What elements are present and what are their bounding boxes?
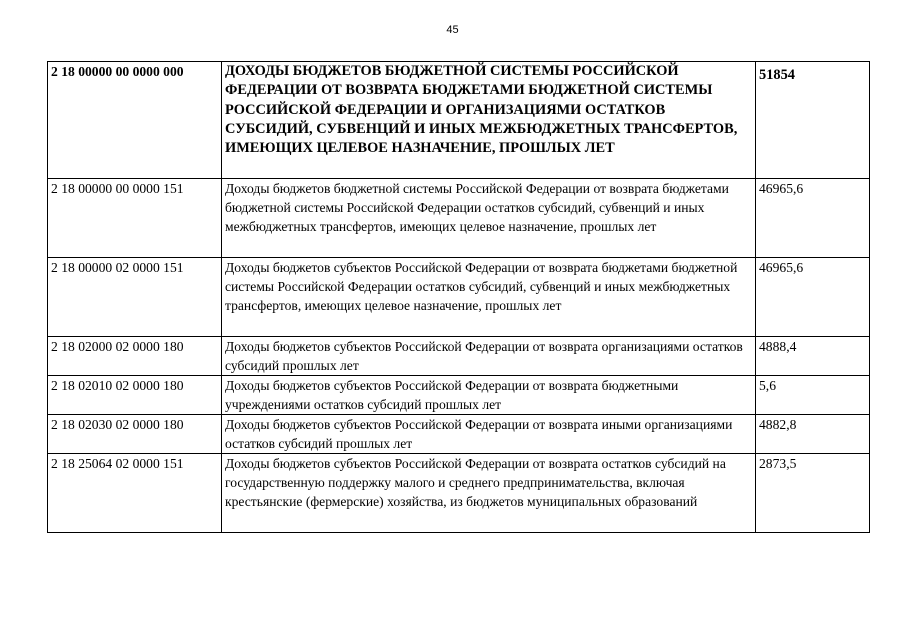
budget-code-cell: 2 18 02000 02 0000 180	[48, 337, 222, 376]
amount-cell: 51854	[756, 62, 870, 179]
description-cell: Доходы бюджетов субъектов Российской Федерации от возврата организациями остатков субсидий прошлых лет	[222, 337, 756, 376]
description-cell: Доходы бюджетов субъектов Российской Федерации от возврата бюджетными учреждениями остатков субсидий прошлых лет	[222, 376, 756, 415]
table-row	[48, 415, 870, 454]
amount-cell: 5,6	[756, 376, 870, 415]
amount-cell: 4882,8	[756, 415, 870, 454]
amount-cell: 46965,6	[756, 179, 870, 258]
budget-code-cell: 2 18 00000 00 0000 000	[48, 62, 222, 179]
budget-code-cell: 2 18 25064 02 0000 151	[48, 454, 222, 533]
table-row	[48, 62, 870, 179]
table-row	[48, 258, 870, 337]
description-cell: ДОХОДЫ БЮДЖЕТОВ БЮДЖЕТНОЙ СИСТЕМЫ РОССИЙСКОЙ ФЕДЕРАЦИИ ОТ ВОЗВРАТА БЮДЖЕТАМИ БЮДЖЕТНОЙ СИСТЕМЫ РОССИЙСКОЙ ФЕДЕРАЦИИ И ОРГАНИЗАЦИЯМИ ОСТАТКОВ СУБСИДИЙ, СУБВЕНЦИЙ И ИНЫХ МЕЖБЮДЖЕТНЫХ ТРАНСФЕРТОВ, ИМЕЮЩИХ ЦЕЛЕВОЕ НАЗНАЧЕНИЕ, ПРОШЛЫХ ЛЕТ	[222, 62, 756, 179]
table-row	[48, 376, 870, 415]
table-row	[48, 454, 870, 533]
amount-cell: 46965,6	[756, 258, 870, 337]
description-cell: Доходы бюджетов субъектов Российской Федерации от возврата бюджетами бюджетной системы Российской Федерации остатков субсидий, субвенций и иных межбюджетных трансфертов, имеющих целевое назначение, прошлых лет	[222, 258, 756, 337]
table-row	[48, 179, 870, 258]
description-cell: Доходы бюджетов субъектов Российской Федерации от возврата иными организациями остатков субсидий прошлых лет	[222, 415, 756, 454]
table-row	[48, 337, 870, 376]
budget-code-cell: 2 18 02010 02 0000 180	[48, 376, 222, 415]
amount-cell: 4888,4	[756, 337, 870, 376]
amount-cell: 2873,5	[756, 454, 870, 533]
budget-code-cell: 2 18 00000 02 0000 151	[48, 258, 222, 337]
description-cell: Доходы бюджетов субъектов Российской Федерации от возврата остатков субсидий на государственную поддержку малого и среднего предпринимательства, включая крестьянские (фермерские) хозяйства, из бюджетов муниципальных образований	[222, 454, 756, 533]
budget-revenue-table	[47, 61, 870, 533]
budget-code-cell: 2 18 00000 00 0000 151	[48, 179, 222, 258]
budget-code-cell: 2 18 02030 02 0000 180	[48, 415, 222, 454]
description-cell: Доходы бюджетов бюджетной системы Российской Федерации от возврата бюджетами бюджетной системы Российской Федерации остатков субсидий, субвенций и иных межбюджетных трансфертов, имеющих целевое назначение, прошлых лет	[222, 179, 756, 258]
page-number: 45	[446, 24, 459, 36]
